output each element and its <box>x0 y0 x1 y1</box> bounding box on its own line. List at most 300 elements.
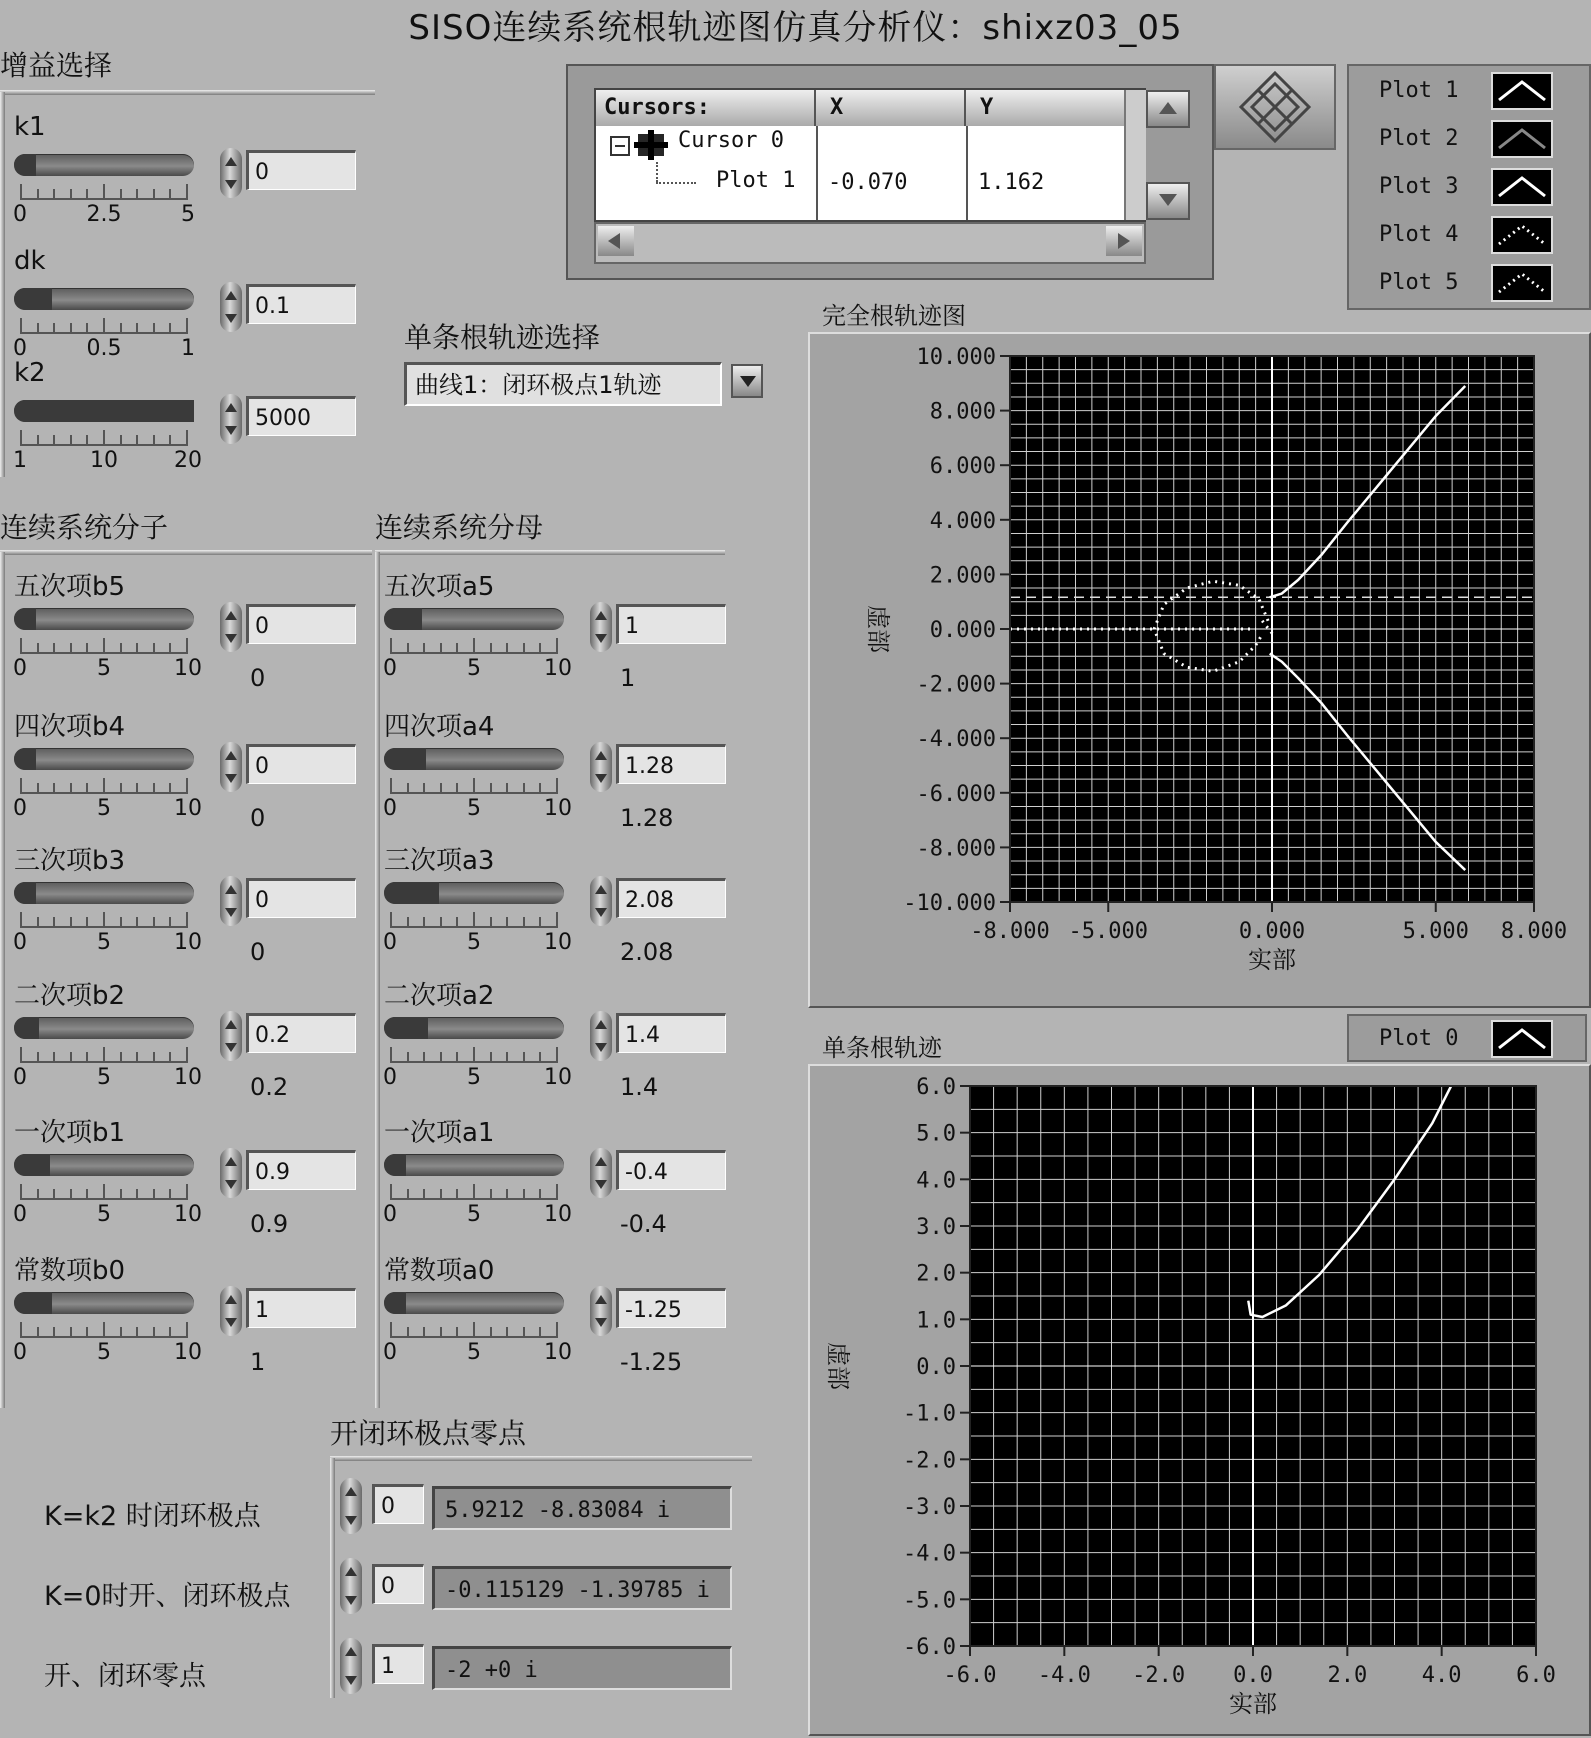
pz-row-2-index-spinner[interactable] <box>340 1638 362 1694</box>
k2-label: k2 <box>14 358 46 388</box>
scroll-down-button[interactable] <box>1146 182 1190 220</box>
b-coef-3-tick <box>53 1052 55 1061</box>
b-coef-0-tick-label: 5 <box>97 656 111 681</box>
a-coef-0-tick <box>506 643 508 652</box>
k2-tick <box>186 430 188 444</box>
increment-icon[interactable] <box>345 1647 357 1656</box>
a-coef-0-decrement-icon[interactable] <box>595 634 607 643</box>
b-coef-5-value-input[interactable]: 1 <box>246 1288 356 1328</box>
b-coef-3-tick-label: 5 <box>97 1065 111 1090</box>
b-coef-0-slider[interactable] <box>14 608 194 630</box>
arrow-right-icon <box>1118 233 1130 249</box>
b-coef-5-tick <box>153 1327 155 1336</box>
a-coef-1-value-input[interactable]: 1.28 <box>616 744 726 784</box>
b-coef-4-tick <box>153 1189 155 1198</box>
a-coef-3-slider[interactable] <box>384 1017 564 1039</box>
k1-slider[interactable] <box>14 154 194 176</box>
y-tick-label: -1.0 <box>903 1401 956 1427</box>
pz-row-1-index-input[interactable]: 0 <box>372 1564 424 1604</box>
a-coef-3-value-input[interactable]: 1.4 <box>616 1013 726 1053</box>
a-coef-0-tick <box>490 643 492 652</box>
scroll-right-button[interactable] <box>1106 226 1142 256</box>
legend-plot2-swatch[interactable] <box>1491 120 1553 158</box>
a-coef-3-increment-icon[interactable] <box>595 1020 607 1029</box>
y-tick-label: -4.0 <box>903 1541 956 1567</box>
a-coef-5-tick <box>407 1327 409 1336</box>
k2-tick <box>20 430 22 444</box>
a-coef-0-tick <box>473 638 475 652</box>
line-sample-icon <box>1493 218 1551 252</box>
b-coef-1-label: 四次项b4 <box>14 712 126 742</box>
b-coef-4-tick <box>103 1184 105 1198</box>
a-coef-4-increment-icon[interactable] <box>595 1157 607 1166</box>
k1-tick <box>86 189 88 198</box>
y-tick-label: -3.0 <box>903 1495 956 1520</box>
k1-slider-thumb[interactable] <box>14 154 36 176</box>
b-coef-3-tick <box>186 1047 188 1061</box>
b-coef-1-decrement-icon[interactable] <box>225 774 237 783</box>
k2-tick <box>153 435 155 444</box>
legend-plot5-swatch[interactable] <box>1491 264 1553 302</box>
b-coef-4-tick <box>120 1189 122 1198</box>
y-tick-label: 2.0 <box>916 1261 956 1287</box>
a-coef-2-decrement-icon[interactable] <box>595 908 607 917</box>
legend-plot4-swatch[interactable] <box>1491 216 1553 254</box>
b-coef-3-tick-label: 0 <box>13 1065 27 1090</box>
b-coef-5-tick <box>53 1327 55 1336</box>
b-coef-1-value-input[interactable]: 0 <box>246 744 356 784</box>
numerator-group-rule <box>0 550 372 555</box>
a-coef-0-value-input[interactable]: 1 <box>616 604 726 644</box>
b-coef-1-tick <box>169 783 171 792</box>
b-coef-4-tick <box>53 1189 55 1198</box>
increment-icon[interactable] <box>345 1567 357 1576</box>
k2-tick <box>86 435 88 444</box>
k2-slider-thumb[interactable] <box>14 400 194 422</box>
a-coef-2-tick <box>390 912 392 926</box>
dk-spinner[interactable] <box>220 282 242 332</box>
a-coef-2-increment-icon[interactable] <box>595 885 607 894</box>
b-coef-4-increment-icon[interactable] <box>225 1157 237 1166</box>
a-coef-1-slider[interactable] <box>384 748 564 770</box>
pz-row-0-label: K=k2 时闭环极点 <box>44 1501 261 1532</box>
a-coef-5-tick <box>423 1327 425 1336</box>
b-coef-0-value-input[interactable]: 0 <box>246 604 356 644</box>
pz-row-1-index-spinner[interactable] <box>340 1558 362 1614</box>
a-coef-4-tick <box>523 1189 525 1198</box>
k2-tick <box>136 435 138 444</box>
legend-plot0-label: Plot 0 <box>1379 1026 1459 1051</box>
a-coef-5-tick <box>473 1322 475 1336</box>
k1-tick <box>20 184 22 198</box>
b-coef-2-tick-label: 10 <box>174 930 202 955</box>
a-coef-0-slider[interactable] <box>384 608 564 630</box>
b-coef-0-tick-label: 0 <box>13 656 27 681</box>
b-coef-5-tick <box>103 1322 105 1336</box>
locus-select-dropdown-button[interactable] <box>731 364 763 398</box>
k1-spinner[interactable] <box>220 148 242 198</box>
dk-slider-thumb[interactable] <box>14 288 52 310</box>
a-coef-3-tick <box>407 1052 409 1061</box>
b-coef-0-decrement-icon[interactable] <box>225 634 237 643</box>
dk-increment-icon[interactable] <box>225 291 237 300</box>
b-coef-4-tick <box>37 1189 39 1198</box>
b-coef-5-slider[interactable] <box>14 1292 194 1314</box>
a-coef-5-slider[interactable] <box>384 1292 564 1314</box>
b-coef-0-tick <box>169 643 171 652</box>
decrement-icon[interactable] <box>345 1596 357 1605</box>
b-coef-0-slider-thumb[interactable] <box>14 608 36 630</box>
x-axis-label: 实部 <box>1248 946 1296 974</box>
dk-tick-label: 0 <box>13 336 27 361</box>
dk-decrement-icon[interactable] <box>225 314 237 323</box>
legend-plot1-swatch[interactable] <box>1491 72 1553 110</box>
b-coef-0-scale <box>20 638 188 654</box>
a-coef-2-tick-label: 0 <box>383 930 397 955</box>
b-coef-1-increment-icon[interactable] <box>225 751 237 760</box>
plot-legend <box>1347 64 1591 310</box>
k1-tick <box>70 189 72 198</box>
x-tick-label: -8.000 <box>970 919 1050 944</box>
gain-group-left-rule <box>0 92 5 477</box>
b-coef-2-increment-icon[interactable] <box>225 885 237 894</box>
a-coef-4-spinner[interactable] <box>590 1148 612 1198</box>
a-coef-1-increment-icon[interactable] <box>595 751 607 760</box>
b-coef-3-spinner[interactable] <box>220 1011 242 1061</box>
y-tick-label: 1.0 <box>916 1308 956 1334</box>
dk-scale <box>20 318 188 334</box>
k1-value-input[interactable]: 0 <box>246 150 356 190</box>
cursor-table-hscroll[interactable] <box>594 222 1146 264</box>
b-coef-2-tick <box>120 917 122 926</box>
y-tick-label: 6.000 <box>929 454 996 480</box>
cursor-plot-name: Plot 1 <box>716 168 796 193</box>
scroll-left-button[interactable] <box>598 226 634 256</box>
b-coef-5-spinner[interactable] <box>220 1286 242 1336</box>
a-coef-3-scale <box>390 1047 558 1063</box>
a-coef-2-tick <box>556 912 558 926</box>
tree-line <box>656 182 696 186</box>
b-coef-4-tick <box>186 1184 188 1198</box>
cursor-table-col-x[interactable]: X <box>816 90 966 126</box>
cursor-move-control[interactable] <box>1214 64 1336 150</box>
k2-decrement-icon[interactable] <box>225 426 237 435</box>
b-coef-3-tick <box>86 1052 88 1061</box>
single-locus-title: 单条根轨迹 <box>822 1034 942 1062</box>
y-tick-label: -6.0 <box>903 1635 956 1660</box>
b-coef-2-slider-thumb[interactable] <box>14 882 36 904</box>
b-coef-3-slider[interactable] <box>14 1017 194 1039</box>
a-coef-2-slider[interactable] <box>384 882 564 904</box>
b-coef-3-scale <box>20 1047 188 1063</box>
b-coef-2-slider[interactable] <box>14 882 194 904</box>
legend-plot0-swatch[interactable] <box>1491 1020 1553 1058</box>
cursor-x-value[interactable]: -0.070 <box>828 170 908 195</box>
a-coef-4-readout: -0.4 <box>620 1210 667 1238</box>
a-coef-0-readout: 1 <box>620 664 636 692</box>
arrow-up-icon <box>1159 102 1177 114</box>
b-coef-5-tick <box>169 1327 171 1336</box>
x-tick-label: 8.000 <box>1500 919 1568 944</box>
a-coef-2-tick <box>456 917 458 926</box>
b-coef-0-tick <box>136 643 138 652</box>
b-coef-3-decrement-icon[interactable] <box>225 1043 237 1052</box>
b-coef-2-value-input[interactable]: 0 <box>246 878 356 918</box>
y-axis-label: 虚部 <box>824 1342 852 1390</box>
tree-line <box>656 162 660 182</box>
b-coef-4-tick <box>20 1184 22 1198</box>
arrow-down-icon <box>1159 194 1177 206</box>
a-coef-4-tick <box>556 1184 558 1198</box>
a-coef-2-value-input[interactable]: 2.08 <box>616 878 726 918</box>
y-tick-label: -4.000 <box>916 727 996 753</box>
k2-tick <box>103 430 105 444</box>
b-coef-5-tick <box>37 1327 39 1336</box>
x-tick-label: 0.0 <box>1233 1663 1273 1688</box>
b-coef-3-slider-thumb[interactable] <box>14 1017 39 1039</box>
b-coef-4-tick <box>70 1189 72 1198</box>
k1-scale <box>20 184 188 200</box>
k2-tick <box>70 435 72 444</box>
k2-tick-label: 20 <box>174 448 202 473</box>
a-coef-4-label: 一次项a1 <box>384 1118 495 1148</box>
pz-row-2-index-input[interactable]: 1 <box>372 1644 424 1684</box>
dk-label: dk <box>14 246 46 276</box>
a-coef-0-spinner[interactable] <box>590 602 612 652</box>
a-coef-5-increment-icon[interactable] <box>595 1295 607 1304</box>
a-coef-1-spinner[interactable] <box>590 742 612 792</box>
b-coef-4-tick-label: 10 <box>174 1202 202 1227</box>
locus-select-dropdown[interactable] <box>404 362 722 406</box>
pz-row-0-index-input[interactable]: 0 <box>372 1484 424 1524</box>
b-coef-5-readout: 1 <box>250 1348 266 1376</box>
a-coef-0-tick <box>456 643 458 652</box>
cursor-table-vscroll-track[interactable] <box>1124 90 1146 220</box>
b-coef-1-scale <box>20 778 188 794</box>
cursor-palette <box>566 64 1214 280</box>
y-tick-label: -10.000 <box>903 891 996 916</box>
a-coef-5-value-input[interactable]: -1.25 <box>616 1288 726 1328</box>
window-title: SISO连续系统根轨迹图仿真分析仪：shixz03_05 <box>408 8 1183 48</box>
a-coef-3-decrement-icon[interactable] <box>595 1043 607 1052</box>
b-coef-0-spinner[interactable] <box>220 602 242 652</box>
cursor-name[interactable]: Cursor 0 <box>678 128 784 153</box>
a-coef-2-tick <box>490 917 492 926</box>
a-coef-2-scale <box>390 912 558 928</box>
a-coef-0-slider-thumb[interactable] <box>384 608 422 630</box>
cursor-table-header: Cursors: <box>596 90 816 126</box>
a-coef-3-label: 二次项a2 <box>384 981 495 1011</box>
collapse-icon[interactable] <box>610 136 630 156</box>
b-coef-5-label: 常数项b0 <box>14 1256 126 1286</box>
denominator-group-label: 连续系统分母 <box>375 511 544 544</box>
b-coef-0-tick <box>37 643 39 652</box>
b-coef-3-tick <box>70 1052 72 1061</box>
b-coef-4-slider-thumb[interactable] <box>14 1154 50 1176</box>
dk-tick <box>136 323 138 332</box>
a-coef-0-tick <box>539 643 541 652</box>
b-coef-5-slider-thumb[interactable] <box>14 1292 52 1314</box>
a-coef-5-scale <box>390 1322 558 1338</box>
b-coef-4-spinner[interactable] <box>220 1148 242 1198</box>
a-coef-4-tick <box>423 1189 425 1198</box>
b-coef-4-slider[interactable] <box>14 1154 194 1176</box>
b-coef-2-tick <box>37 917 39 926</box>
b-coef-1-tick <box>37 783 39 792</box>
a-coef-4-tick <box>440 1189 442 1198</box>
a-coef-3-readout: 1.4 <box>620 1073 659 1101</box>
b-coef-5-tick <box>120 1327 122 1336</box>
a-coef-2-tick <box>423 917 425 926</box>
a-coef-0-tick <box>423 643 425 652</box>
decrement-icon[interactable] <box>345 1516 357 1525</box>
a-coef-0-increment-icon[interactable] <box>595 611 607 620</box>
dk-tick <box>169 323 171 332</box>
full-locus-chart[interactable] <box>810 334 1589 1006</box>
a-coef-4-slider-thumb[interactable] <box>384 1154 406 1176</box>
a-coef-1-tick <box>506 783 508 792</box>
b-coef-2-tick <box>103 912 105 926</box>
denominator-group-rule <box>375 550 725 555</box>
a-coef-3-tick <box>556 1047 558 1061</box>
k2-value-input[interactable]: 5000 <box>246 396 356 436</box>
b-coef-1-tick <box>103 778 105 792</box>
line-sample-icon <box>1493 74 1551 108</box>
a-coef-4-value-input[interactable]: -0.4 <box>616 1150 726 1190</box>
b-coef-2-decrement-icon[interactable] <box>225 908 237 917</box>
a-coef-0-tick <box>407 643 409 652</box>
a-coef-5-tick-label: 0 <box>383 1340 397 1365</box>
a-coef-4-tick-label: 5 <box>467 1202 481 1227</box>
x-axis-label: 实部 <box>1229 1690 1277 1718</box>
a-coef-2-slider-thumb[interactable] <box>384 882 439 904</box>
b-coef-4-value-input[interactable]: 0.9 <box>246 1150 356 1190</box>
pz-row-2-value: -2 +0 i <box>432 1646 732 1690</box>
a-coef-0-tick <box>440 643 442 652</box>
a-coef-0-tick <box>390 638 392 652</box>
a-coef-5-tick <box>523 1327 525 1336</box>
b-coef-4-tick-label: 0 <box>13 1202 27 1227</box>
b-coef-1-spinner[interactable] <box>220 742 242 792</box>
a-coef-1-tick <box>423 783 425 792</box>
a-coef-3-tick <box>473 1047 475 1061</box>
b-coef-4-tick-label: 5 <box>97 1202 111 1227</box>
a-coef-5-tick <box>506 1327 508 1336</box>
increment-icon[interactable] <box>345 1487 357 1496</box>
b-coef-2-tick <box>186 912 188 926</box>
dk-slider[interactable] <box>14 288 194 310</box>
b-coef-2-tick <box>169 917 171 926</box>
b-coef-2-tick <box>70 917 72 926</box>
a-coef-5-tick <box>490 1327 492 1336</box>
k2-tick <box>53 435 55 444</box>
b-coef-3-value-input[interactable]: 0.2 <box>246 1013 356 1053</box>
b-coef-3-increment-icon[interactable] <box>225 1020 237 1029</box>
b-coef-1-tick-label: 5 <box>97 796 111 821</box>
k1-tick <box>53 189 55 198</box>
b-coef-4-readout: 0.9 <box>250 1210 289 1238</box>
x-tick-label: -4.0 <box>1037 1663 1091 1688</box>
line-sample-icon <box>1493 266 1551 300</box>
b-coef-4-decrement-icon[interactable] <box>225 1180 237 1189</box>
b-coef-1-slider[interactable] <box>14 748 194 770</box>
column-divider <box>966 126 968 220</box>
a-coef-5-spinner[interactable] <box>590 1286 612 1336</box>
b-coef-5-tick <box>186 1322 188 1336</box>
a-coef-0-label: 五次项a5 <box>384 572 495 602</box>
numerator-group-label: 连续系统分子 <box>0 511 169 544</box>
legend-plot3-swatch[interactable] <box>1491 168 1553 206</box>
k1-tick <box>37 189 39 198</box>
a-coef-3-tick <box>506 1052 508 1061</box>
numerator-group-left-rule <box>0 552 5 1408</box>
a-coef-5-tick <box>390 1322 392 1336</box>
a-coef-3-spinner[interactable] <box>590 1011 612 1061</box>
cursor-y-value[interactable]: 1.162 <box>978 170 1045 195</box>
a-coef-5-tick-label: 10 <box>544 1340 572 1365</box>
k2-increment-icon[interactable] <box>225 403 237 412</box>
k1-decrement-icon[interactable] <box>225 180 237 189</box>
k2-slider[interactable] <box>14 400 194 422</box>
pz-row-0-index-spinner[interactable] <box>340 1478 362 1534</box>
a-coef-2-spinner[interactable] <box>590 876 612 926</box>
a-coef-4-slider[interactable] <box>384 1154 564 1176</box>
b-coef-5-decrement-icon[interactable] <box>225 1318 237 1327</box>
y-tick-label: -2.000 <box>916 672 996 698</box>
a-coef-3-tick-label: 5 <box>467 1065 481 1090</box>
a-coef-5-tick <box>539 1327 541 1336</box>
a-coef-0-tick <box>523 643 525 652</box>
x-tick-label: 2.0 <box>1327 1663 1368 1688</box>
b-coef-0-tick <box>186 638 188 652</box>
dk-tick <box>186 318 188 332</box>
single-locus-chart[interactable] <box>810 1066 1589 1734</box>
k2-tick <box>169 435 171 444</box>
a-coef-1-tick <box>473 778 475 792</box>
k2-spinner[interactable] <box>220 394 242 444</box>
a-coef-5-tick <box>456 1327 458 1336</box>
b-coef-1-slider-thumb[interactable] <box>14 748 36 770</box>
b-coef-5-increment-icon[interactable] <box>225 1295 237 1304</box>
a-coef-2-label: 三次项a3 <box>384 846 495 876</box>
scroll-up-button[interactable] <box>1146 90 1190 128</box>
a-coef-3-slider-thumb[interactable] <box>384 1017 428 1039</box>
dk-tick-label: 0.5 <box>86 336 122 361</box>
a-coef-1-decrement-icon[interactable] <box>595 774 607 783</box>
a-coef-5-decrement-icon[interactable] <box>595 1318 607 1327</box>
x-tick-label: -6.0 <box>943 1663 997 1688</box>
b-coef-0-increment-icon[interactable] <box>225 611 237 620</box>
a-coef-5-slider-thumb[interactable] <box>384 1292 406 1314</box>
a-coef-1-slider-thumb[interactable] <box>384 748 426 770</box>
a-coef-4-decrement-icon[interactable] <box>595 1180 607 1189</box>
pz-row-2-label: 开、闭环零点 <box>44 1661 206 1692</box>
a-coef-1-tick <box>523 783 525 792</box>
y-tick-label: 5.0 <box>916 1121 956 1147</box>
k1-increment-icon[interactable] <box>225 157 237 166</box>
decrement-icon[interactable] <box>345 1676 357 1685</box>
b-coef-2-spinner[interactable] <box>220 876 242 926</box>
y-tick-label: -2.0 <box>903 1448 956 1474</box>
dk-value-input[interactable]: 0.1 <box>246 284 356 324</box>
y-tick-label: -5.0 <box>903 1588 956 1614</box>
b-coef-4-tick <box>136 1189 138 1198</box>
k1-tick-label: 0 <box>13 202 27 227</box>
dk-tick <box>103 318 105 332</box>
cursor-table-col-y[interactable]: Y <box>966 90 1144 126</box>
b-coef-2-tick <box>136 917 138 926</box>
a-coef-1-tick <box>390 778 392 792</box>
